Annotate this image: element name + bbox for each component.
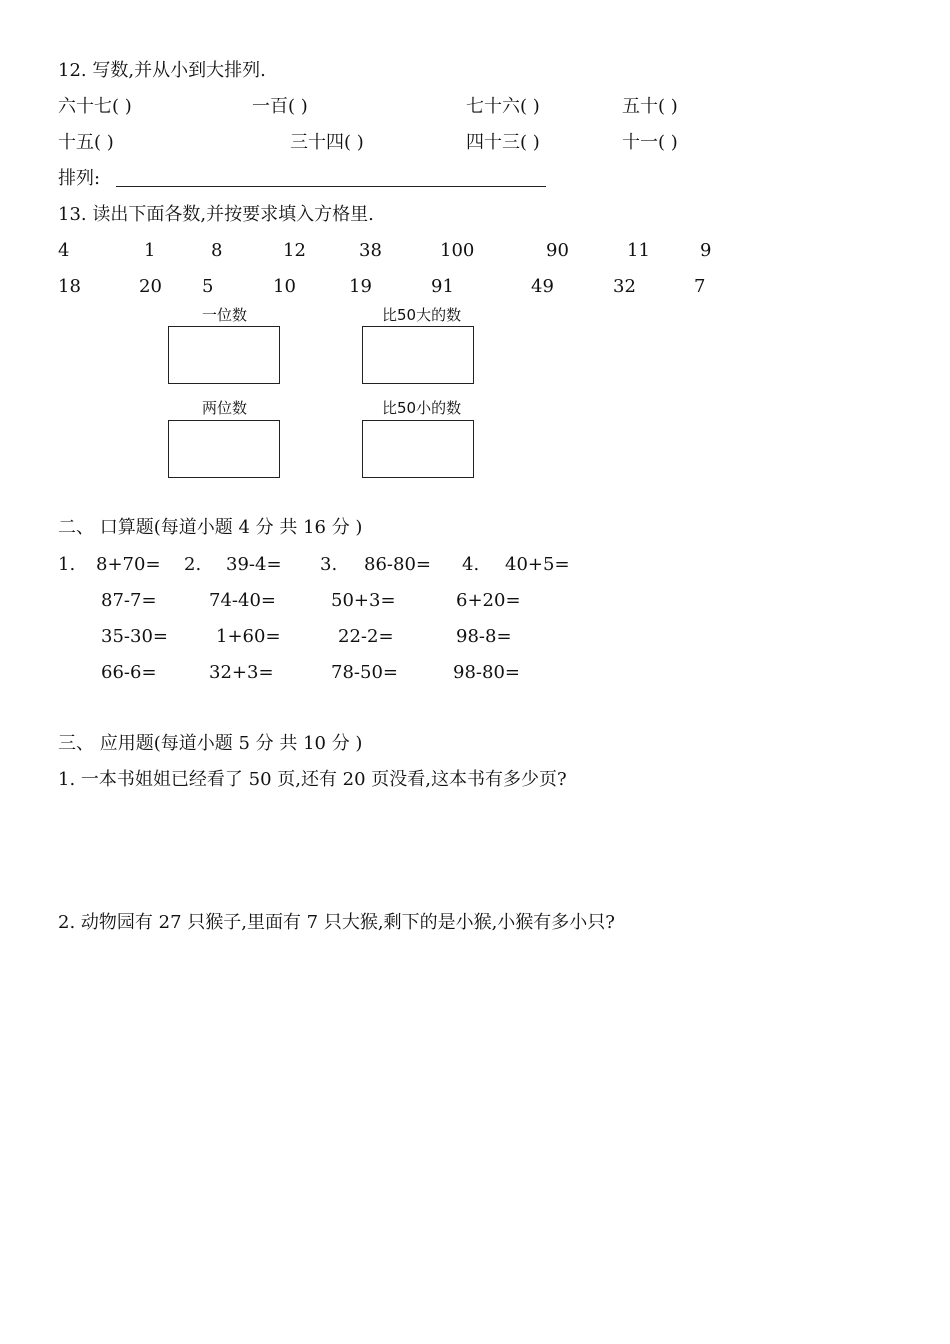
calc-problem: 86-80=: [364, 554, 431, 575]
problem-number: 1.: [58, 554, 76, 575]
word-problem-1: 1. 一本书姐姐已经看了 50 页,还有 20 页没看,这本书有多少页?: [58, 769, 567, 790]
box-greater-50[interactable]: [362, 326, 474, 384]
q12-item: 三十四( ): [290, 132, 364, 153]
problem-number: 3.: [320, 554, 338, 575]
number: 5: [202, 276, 214, 297]
box-label-greater-50: 比50大的数: [382, 306, 462, 324]
calc-problem: 32+3=: [209, 662, 274, 683]
calc-problem: 78-50=: [331, 662, 398, 683]
problem-number: 2.: [184, 554, 202, 575]
box-label-one-digit: 一位数: [202, 306, 248, 324]
number: 12: [283, 240, 306, 261]
sort-answer-line[interactable]: [116, 186, 546, 187]
calc-problem: 6+20=: [456, 590, 521, 611]
calc-problem: 50+3=: [331, 590, 396, 611]
number: 7: [694, 276, 706, 297]
calc-problem: 39-4=: [226, 554, 282, 575]
box-two-digit[interactable]: [168, 420, 280, 478]
q12-item: 七十六( ): [466, 96, 540, 117]
number: 4: [58, 240, 70, 261]
number: 20: [139, 276, 162, 297]
calc-problem: 8+70=: [96, 554, 161, 575]
q12-item: 四十三( ): [466, 132, 540, 153]
sort-label: 排列:: [58, 168, 101, 189]
calc-problem: 35-30=: [101, 626, 168, 647]
box-one-digit[interactable]: [168, 326, 280, 384]
q12-item: 五十( ): [622, 96, 678, 117]
calc-problem: 98-80=: [453, 662, 520, 683]
number: 10: [273, 276, 296, 297]
number: 19: [349, 276, 372, 297]
box-label-less-50: 比50小的数: [382, 399, 462, 417]
calc-problem: 87-7=: [101, 590, 157, 611]
calc-problem: 98-8=: [456, 626, 512, 647]
calc-problem: 1+60=: [216, 626, 281, 647]
number: 100: [440, 240, 475, 261]
number: 18: [58, 276, 81, 297]
section3-title: 三、 应用题(每道小题 5 分 共 10 分 ): [58, 733, 363, 754]
number: 32: [613, 276, 636, 297]
section2-title: 二、 口算题(每道小题 4 分 共 16 分 ): [58, 517, 363, 538]
q12-item: 十一( ): [622, 132, 678, 153]
number: 38: [359, 240, 382, 261]
calc-problem: 22-2=: [338, 626, 394, 647]
number: 9: [700, 240, 712, 261]
q12-item: 六十七( ): [58, 96, 132, 117]
q12-item: 一百( ): [252, 96, 308, 117]
calc-problem: 40+5=: [505, 554, 570, 575]
number: 91: [431, 276, 454, 297]
calc-problem: 66-6=: [101, 662, 157, 683]
number: 11: [627, 240, 650, 261]
box-label-two-digit: 两位数: [202, 399, 248, 417]
q12-item: 十五( ): [58, 132, 114, 153]
word-problem-2: 2. 动物园有 27 只猴子,里面有 7 只大猴,剩下的是小猴,小猴有多小只?: [58, 912, 615, 933]
number: 1: [144, 240, 156, 261]
q12-title: 12. 写数,并从小到大排列.: [58, 60, 266, 81]
q13-title: 13. 读出下面各数,并按要求填入方格里.: [58, 204, 374, 225]
number: 49: [531, 276, 554, 297]
problem-number: 4.: [462, 554, 480, 575]
number: 8: [211, 240, 223, 261]
box-less-50[interactable]: [362, 420, 474, 478]
number: 90: [546, 240, 569, 261]
calc-problem: 74-40=: [209, 590, 276, 611]
